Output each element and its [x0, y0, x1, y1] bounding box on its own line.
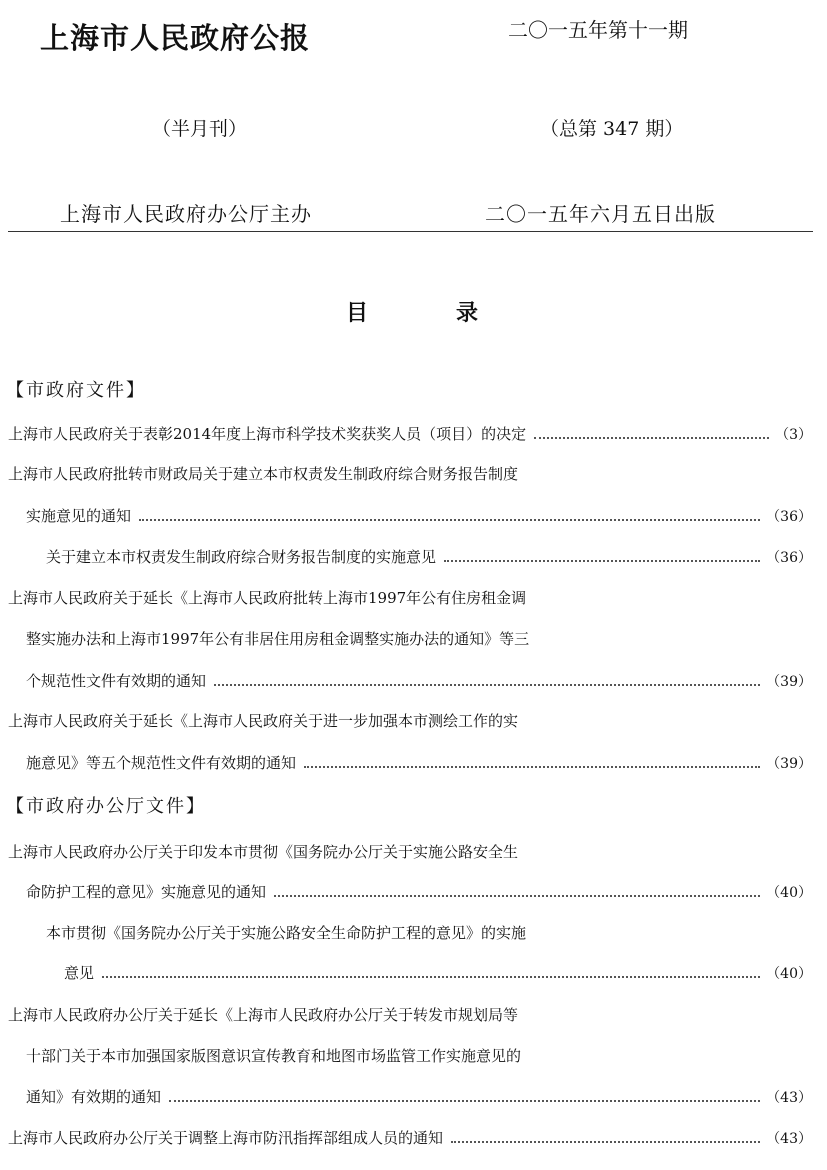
toc-page-number: （43） [766, 1131, 812, 1147]
dot-leader [102, 976, 760, 978]
toc-entry[interactable] [8, 1128, 812, 1149]
toc-entry-text: 实施意见的通知 [26, 507, 132, 525]
toc-entry[interactable] [8, 1046, 812, 1066]
issue-number: 二〇一五年第十一期 [508, 18, 688, 42]
toc-heading-right: 录 [456, 301, 479, 326]
toc-entry[interactable] [8, 506, 812, 527]
toc-page-number: （36） [766, 509, 812, 525]
toc-entry-text: 上海市人民政府办公厅关于印发本市贯彻《国务院办公厅关于实施公路安全生 [8, 843, 519, 861]
toc-entry-text: 上海市人民政府关于延长《上海市人民政府批转上海市1997年公有住房租金调 [8, 589, 527, 607]
toc-entry-text: 上海市人民政府批转市财政局关于建立本市权责发生制政府综合财务报告制度 [8, 465, 519, 483]
toc-entry-text: 通知》有效期的通知 [26, 1088, 162, 1106]
toc-entry-text: 命防护工程的意见》实施意见的通知 [26, 883, 267, 901]
toc-entry[interactable] [8, 1005, 812, 1025]
toc-entry-text: 十部门关于本市加强国家版图意识宣传教育和地图市场监管工作实施意见的 [26, 1047, 522, 1065]
toc-entry-text: 上海市人民政府关于延长《上海市人民政府关于进一步加强本市测绘工作的实 [8, 712, 519, 730]
dot-leader [444, 560, 760, 562]
dot-leader [274, 895, 760, 897]
dot-leader [214, 684, 760, 686]
dot-leader [451, 1141, 760, 1143]
toc-section-title: 【市政府办公厅文件】 [6, 796, 206, 817]
toc-entry[interactable] [8, 753, 812, 774]
toc-entry[interactable] [8, 464, 812, 484]
header-divider [8, 231, 813, 232]
toc-entry[interactable] [8, 1087, 812, 1108]
toc-entry-text: 关于建立本市权责发生制政府综合财务报告制度的实施意见 [46, 548, 437, 566]
gazette-title: 上海市人民政府公报 [40, 21, 311, 55]
frequency-label: （半月刊） [152, 118, 248, 140]
toc-entry[interactable] [8, 424, 812, 445]
toc-page-number: （39） [766, 756, 812, 772]
toc-entry[interactable] [8, 547, 812, 568]
toc-entry[interactable] [8, 588, 812, 608]
toc-heading-left: 目 [346, 301, 369, 326]
toc-entry-text: 上海市人民政府办公厅关于调整上海市防汛指挥部组成人员的通知 [8, 1129, 444, 1147]
toc-entry[interactable] [8, 629, 812, 649]
toc-entry[interactable] [8, 842, 812, 862]
dot-leader [534, 437, 769, 439]
dot-leader [304, 766, 760, 768]
toc-entry-text: 意见 [64, 964, 95, 982]
toc-entry-text: 上海市人民政府关于表彰2014年度上海市科学技术奖获奖人员（项目）的决定 [8, 425, 527, 443]
publish-date: 二〇一五年六月五日出版 [485, 202, 716, 226]
toc-page-number: （3） [775, 427, 812, 443]
toc-entry-text: 施意见》等五个规范性文件有效期的通知 [26, 754, 297, 772]
toc-entry-text: 整实施办法和上海市1997年公有非居住用房租金调整实施办法的通知》等三 [26, 630, 530, 648]
toc-page-number: （39） [766, 674, 812, 690]
toc-entry-text: 上海市人民政府办公厅关于延长《上海市人民政府办公厅关于转发市规划局等 [8, 1006, 519, 1024]
toc-entry[interactable] [8, 671, 812, 692]
sponsor-label: 上海市人民政府办公厅主办 [60, 202, 312, 226]
total-issue-label: （总第 347 期） [540, 118, 684, 140]
toc-section-title: 【市政府文件】 [6, 380, 146, 401]
toc-entry[interactable] [8, 963, 812, 984]
toc-entry[interactable] [8, 711, 812, 731]
toc-page-number: （40） [766, 966, 812, 982]
toc-page-number: （36） [766, 550, 812, 566]
dot-leader [139, 519, 760, 521]
toc-entry-text: 本市贯彻《国务院办公厅关于实施公路安全生命防护工程的意见》的实施 [46, 924, 527, 942]
toc-entry[interactable] [8, 882, 812, 903]
dot-leader [169, 1100, 760, 1102]
toc-entry-text: 个规范性文件有效期的通知 [26, 672, 207, 690]
toc-entry[interactable] [8, 923, 812, 943]
toc-page-number: （43） [766, 1090, 812, 1106]
toc-page-number: （40） [766, 885, 812, 901]
